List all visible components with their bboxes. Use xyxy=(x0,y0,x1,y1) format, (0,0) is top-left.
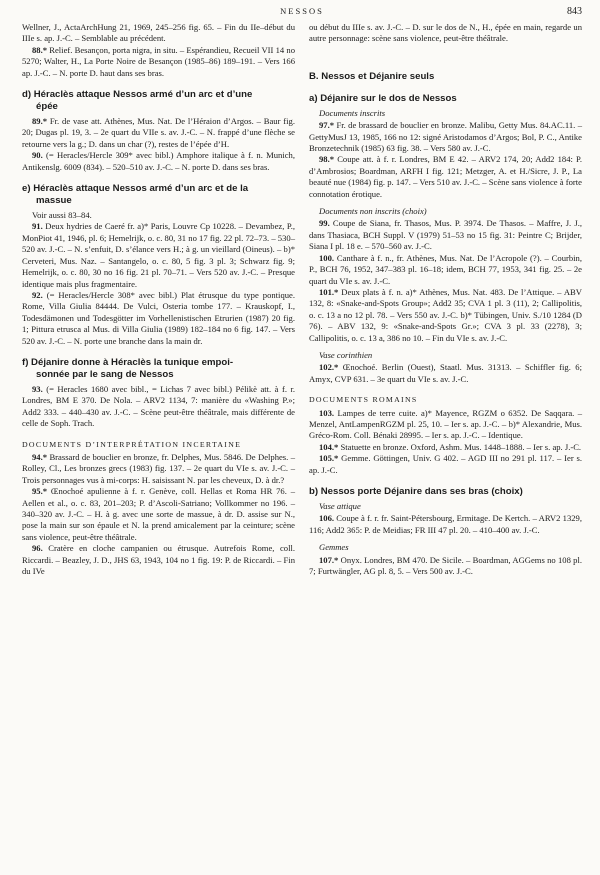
entry-text: Coupe de Siana, fr. Thasos, Mus. P. 3974. De Thasos. – Maffre, J. J., dans Thasiaca, BCH Suppl. V (1979) 51–53 no 15 fig. 31: Peintre C; Brijder, Siana I pl. 18 e. – 570–560 av. J.-C. xyxy=(309,218,582,252)
catalogue-entry xyxy=(22,290,295,347)
catalogue-entry xyxy=(22,543,295,577)
entry-number: 89.* xyxy=(32,116,48,127)
entry-text: Canthare à f. n., fr. Athènes, Mus. Nat. De l’Acropole (?). – Courbin, P., BCH 76, 1952, 347–383 pl. 16–18; idem, BCH 77, 1953, 341 fig. 25. – 2e quart du VIe s. av. J.-C. xyxy=(309,252,582,286)
entry-number: 95.* xyxy=(32,486,48,497)
entry-number: 107.* xyxy=(319,554,339,565)
entry-text: Cratère en cloche campanien ou étrusque. Autrefois Rome, coll. Riccardi. – Beazley, J. D., JHS 63, 1943, 104 no 1 fig. 19: P. de Riccardi. – Fin du IVe xyxy=(22,543,295,577)
entry-text: (= Heracles/Hercle 308* avec bibl.) Plat étrusque du type pontique. Rome, Villa Giulia 84444. De Vulci, Osteria tombe 177. – Krauskopf, I., Todesdämonen und Todesgötter im Vorhellenistischen Etrurien (1987) 20 fig. 1; Pittura etrusca al Mus. di Villa Giulia (1989) 182–184 no 6 fig. 147. – Vers 520 av. J.-C. – N. porte une branche dans la main dr. xyxy=(22,289,295,346)
entry-text: Fr. de brassard de bouclier en bronze. Malibu, Getty Mus. 84.AC.11. – GettyMusJ 13, 1985, 166 no 12: signé Aristodamos d’Argos; Bol, P. C., Antike Bronzetechnik (1985) 63 fig. 38. – Vers 580 av. J.-C. xyxy=(309,120,582,154)
heading-text: f) Déjanire donne à Héraclès la tunique empoi- xyxy=(22,356,234,368)
catalogue-entry xyxy=(22,452,295,486)
catalogue-entry xyxy=(22,486,295,543)
catalogue-entry xyxy=(22,221,295,289)
subsection-caps-heading: DOCUMENTS D’INTERPRÉTATION INCERTAINE xyxy=(22,439,242,449)
section-heading xyxy=(309,486,582,498)
entry-text: Œnochoé apulienne à f. r. Genève, coll. Hellas et Roma HR 76. – Aellen et al., o. c. 83, 201–203; P. d’Ascoli-Satriano; Vollkommer no 196. – 340–320 av. J.-C. – H. à g. avec une sorte de massue, à dr. D. assise sur N., pose la main sur son épaule et N. la prend amicalement par la ceinture; scène sans violence, peut-être théâtrale. xyxy=(22,486,295,542)
entry-text: Relief. Besançon, porta nigra, in situ. – Espérandieu, Recueil VII 14 no 5270; Walter, H., La Porte Noire de Besançon (1985–86) 189–191. – Vers 166 ap. J.-C. – N. porte D. haut dans ses bras. xyxy=(22,44,295,78)
italic-subheading: Documents inscrits xyxy=(319,107,386,118)
entry-text: Deux plats à f. n. a)* Athènes, Mus. Nat. 483. De l’Attique. – ABV 132, 8: «Snake-and-Spots Group»; Add2 35; CVA 1 pl. 3 (11), 2; Callipolitis, o. c. 13 a no 12 pl. 78. – Vers 550 av. J.-C. b)* Tübingen, Univ. S./10 1284 (D 76). – ABV 132, 9: «Snake-and-Spots Gr.»; CVA 3 pl. 33 (2278), 3; Callipolitis, o. c. 13 a, 386 no 10. – Fin du VIe s. av. J.-C. xyxy=(309,286,582,343)
text-paragraph: Voir aussi 83–84. xyxy=(32,210,92,221)
catalogue-entry xyxy=(309,442,582,453)
entry-number: 99. xyxy=(319,218,330,229)
entry-text: Lampes de terre cuite. a)* Mayence, RGZM o 6352. De Saqqara. – Menzel, AntLampenRGZM pl. 25, 10. – Ier s. ap. J.-C. – b)* Alexandrie, Mus. Gréco-Rom. Coll. Bénaki 28995. – Ier s. ap. J.-C. – Identique. xyxy=(309,407,582,441)
entry-number: 106. xyxy=(319,513,335,524)
heading-continuation: massue xyxy=(36,195,72,207)
catalogue-entry xyxy=(22,384,295,430)
section-heading xyxy=(309,93,582,105)
entry-text: Statuette en bronze. Oxford, Ashm. Mus. 1448–1888. – Ier s. ap. J.-C. xyxy=(338,441,582,452)
heading-text: b) Nessos porte Déjanire dans ses bras (choix) xyxy=(309,486,523,497)
entry-number: 105.* xyxy=(319,453,339,464)
entry-text: Coupe à f. r. fr. Saint-Pétersbourg, Ermitage. De Kertch. – ARV2 1329, 116; Add2 365: P. de Meidias; FR III 47 pl. 20. – 410–400 av. J.-C. xyxy=(309,513,582,535)
section-heading xyxy=(22,183,295,207)
entry-text: Coupe att. à f. r. Londres, BM E 42. – ARV2 174, 20; Add2 184: P. d’Ambrosios; Boardman, ARFH I fig. 121; Metzger, A. et H./Sicre, J. P., La beauté nue (1984) fig. p. 147. – Vers 510 av. J.-C. – Scène sans violence à forte connotation érotique. xyxy=(309,154,582,199)
catalogue-entry xyxy=(22,116,295,150)
italic-subheading: Documents non inscrits (choix) xyxy=(319,206,427,217)
entry-number: 91. xyxy=(32,221,43,232)
catalogue-entry xyxy=(309,287,582,344)
heading-text: B. Nessos et Déjanire seuls xyxy=(309,70,435,82)
catalogue-entry xyxy=(309,555,582,578)
running-title: NESSOS xyxy=(280,6,324,16)
catalogue-entry xyxy=(309,218,582,252)
entry-text: Œnochoé. Berlin (Ouest), Staatl. Mus. 31313. – Schiffler fig. 6; Amyx, CVP 631. – 3e quart du VIe s. av. J.-C. xyxy=(309,362,582,384)
left-column xyxy=(22,22,295,577)
catalogue-entry xyxy=(309,253,582,287)
catalogue-entry xyxy=(22,45,295,79)
entry-text: Brassard de bouclier en bronze, fr. Delphes, Mus. 5846. De Delphes. – Rolley, Cl., Les bronzes grecs (1983) fig. 137. – 2e quart du VIe s. av. J.-C. – Trois personnages vus à mi-corps: H. saisissant N. par les cheveux, D. à dr.? xyxy=(22,451,295,485)
heading-text: e) Héraclès attaque Nessos armé d’un arc et de la xyxy=(22,183,249,195)
entry-number: 90. xyxy=(32,150,43,161)
section-heading xyxy=(22,357,295,381)
entry-text: Deux hydries de Caeré fr. a)* Paris, Louvre Cp 10228. – Devambez, P., MonPiot 41, 1946, pl. 6; Hemelrijk, o. c. 80, 31 no 17 fig. 22 pl. 72–73. – 530–520 av. J.-C. – N. s’enfuit, D. s’élance vers H.; à g. un vieillard (Oineus). – b)* Cerveteri, Mus. Naz. – Santangelo, o. c. 80, 5 fig. 3 pl. 3; Schwarz fig. 9; Hemelrijk, o. c. 80, 30 no 16 fig. 21 pl. 70–71. – Vers 520 av. J.-C. – Presque identique mais plus fragmentaire. xyxy=(22,221,295,289)
text-paragraph: Wellner, J., ActaArchHung 21, 1969, 245–256 fig. 65. – Fin du IIe–début du IIIe s. ap. J.-C. – Semblable au précédent. xyxy=(22,22,295,44)
subsection-caps-heading: DOCUMENTS ROMAINS xyxy=(309,395,418,405)
heading-continuation: sonnée par le sang de Nessos xyxy=(36,368,174,380)
catalogue-entry xyxy=(22,150,295,173)
entry-number: 96. xyxy=(32,543,43,554)
text-paragraph: ou début du IIIe s. av. J.-C. – D. sur le dos de N., H., épée en main, regarde un autre personnage: scène sans violence, peut-être théâtrale. xyxy=(309,22,582,44)
entry-number: 94.* xyxy=(32,451,48,462)
entry-number: 102.* xyxy=(319,362,339,373)
entry-number: 97.* xyxy=(319,120,335,131)
heading-text: a) Déjanire sur le dos de Nessos xyxy=(309,92,457,104)
section-heading xyxy=(22,89,295,113)
entry-number: 93. xyxy=(32,383,43,394)
catalogue-entry xyxy=(309,362,582,385)
entry-number: 100. xyxy=(319,252,335,263)
text-columns xyxy=(22,22,582,577)
entry-number: 88.* xyxy=(32,44,48,55)
entry-number: 98.* xyxy=(319,154,335,165)
entry-number: 104.* xyxy=(319,441,339,452)
heading-continuation: épée xyxy=(36,101,58,113)
catalogue-entry xyxy=(309,154,582,200)
entry-text: Onyx. Londres, BM 470. De Sicile. – Boardman, AGGems no 108 pl. 7; Furtwängler, AG pl. 8, 5. – Vers 500 av. J.-C. xyxy=(309,554,582,577)
entry-text: Gemme. Göttingen, Univ. G 402. – AGD III no 291 pl. 117. – Ier s. ap. J.-C. xyxy=(309,453,582,475)
italic-subheading: Vase corinthien xyxy=(319,349,373,360)
catalogue-entry xyxy=(309,408,582,442)
heading-text: d) Héraclès attaque Nessos armé d’un arc et d’une xyxy=(22,89,253,101)
catalogue-entry xyxy=(309,453,582,476)
right-column xyxy=(309,22,582,577)
entry-number: 103. xyxy=(319,407,335,418)
entry-text: Fr. de vase att. Athènes, Mus. Nat. De l’Héraion d’Argos. – Baur fig. 20; Dugas pl. 19, 3. – 2e quart du VIIe s. av. J.-C. – N. frappé d’une flèche se retourne vers la g.; D. dans un char (?), restes de l’épée d’H. xyxy=(22,116,295,149)
section-heading xyxy=(309,71,582,83)
entry-number: 101.* xyxy=(319,286,339,297)
italic-subheading: Gemmes xyxy=(319,542,349,553)
catalogue-entry xyxy=(309,120,582,154)
page-number: 843 xyxy=(567,6,582,17)
entry-number: 92. xyxy=(32,289,43,300)
entry-text: (= Heracles/Hercle 309* avec bibl.) Amphore italique à f. n. Munich, Antikenslg. 6009 (834). – 520–510 av. J.-C. – N. porte D. dans ses bras. xyxy=(22,150,295,172)
running-head xyxy=(22,6,582,20)
entry-text: (= Heracles 1680 avec bibl., = Lichas 7 avec bibl.) Pélikè att. à f. r. Londres, BM E 370. De Nola. – ARV2 1134, 7: manière du «Washing P.»; Add2 333. – 440–430 av. J.-C. – Scène peut-être théâtrale, mais différente de celle de Soph. Trach. xyxy=(22,383,295,429)
italic-subheading: Vase attique xyxy=(319,501,361,511)
catalogue-entry xyxy=(309,513,582,536)
